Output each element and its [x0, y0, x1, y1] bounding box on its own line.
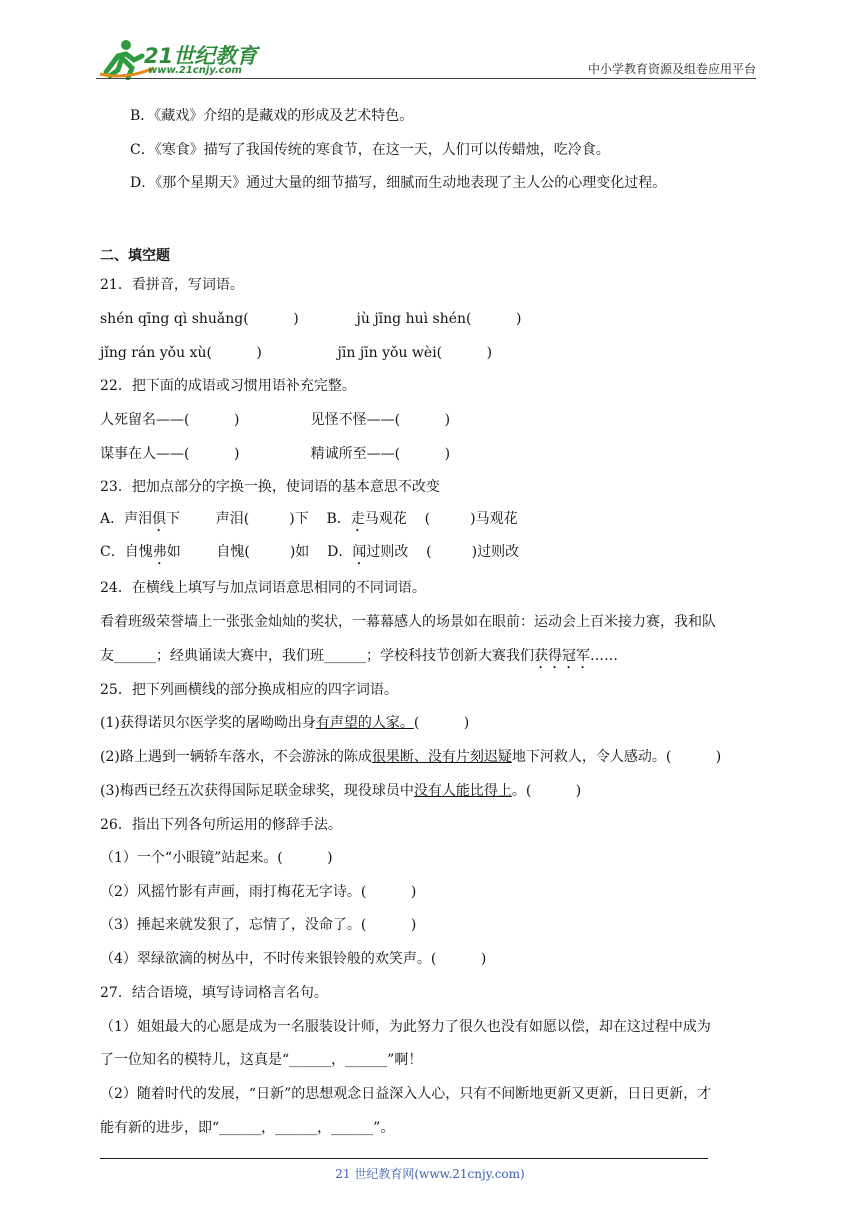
underlined-text: 有声望的人家。 — [315, 715, 414, 731]
question-26: 26．指出下列各句所运用的修辞手法。 — [100, 817, 342, 833]
dotted-word: 获得冠军 — [534, 648, 590, 664]
q23-line-1: A．声泪俱下 声泪( )下 B．走马观花 ( )马观花 — [100, 511, 518, 527]
question-23: 23．把加点部分的字换一换，使词语的基本意思不改变 — [100, 479, 440, 495]
q27-item-1a: （1）姐姐最大的心愿是成为一名服装设计师，为此努力了很久也没有如愿以偿，却在这过程中成为 — [100, 1019, 711, 1035]
question-25: 25．把下列画横线的部分换成相应的四字词语。 — [100, 682, 398, 698]
option-d: D．《那个星期天》通过大量的细节描写，细腻而生动地表现了主人公的心理变化过程。 — [130, 175, 667, 191]
question-21: 21．看拼音，写词语。 — [100, 277, 244, 293]
dotted-char: 闻 — [352, 544, 367, 560]
footer-text: 21 世纪教育网(www.21cnjy.com) — [335, 1167, 525, 1181]
q22-line-1: 人死留名——( ) 见怪不怪——( ) — [100, 412, 451, 428]
q25-item-3: (3)梅西已经五次获得国际足联金球奖，现役球员中没有人能比得上。( ) — [100, 783, 582, 799]
q26-item-4: （4）翠绿欲滴的树丛中，不时传来银铃般的欢笑声。( ) — [100, 951, 487, 967]
question-27: 27．结合语境，填写诗词格言名句。 — [100, 985, 328, 1001]
q27-item-2b: 能有新的进步，即“______，______，______”。 — [100, 1120, 395, 1136]
q24-text-2: 友______；经典诵读大赛中，我们班______；学校科技节创新大赛我们获得冠军…… — [100, 648, 618, 664]
option-b: B．《藏戏》介绍的是藏戏的形成及艺术特色。 — [130, 108, 414, 124]
q21-line-2: jǐng rán yǒu xù( ) jīn jīn yǒu wèi( ) — [100, 345, 493, 361]
dotted-char: 俱 — [152, 511, 167, 527]
q26-item-3: （3）捶起来就发狠了，忘情了，没命了。( ) — [100, 917, 417, 933]
dotted-char: 弗 — [152, 544, 167, 560]
q26-item-2: （2）风摇竹影有声画，雨打梅花无字诗。( ) — [100, 884, 417, 900]
platform-name: 中小学教育资源及组卷应用平台 — [587, 62, 756, 76]
site-logo — [96, 38, 266, 80]
q27-item-1b: 了一位知名的模特儿，这真是“______，______”啊！ — [100, 1052, 423, 1068]
question-22: 22．把下面的成语或习惯用语补充完整。 — [100, 378, 356, 394]
q21-line-1: shén qīng qì shuǎng( ) jù jīng huì shén( ) — [100, 311, 522, 327]
q25-item-1: (1)获得诺贝尔医学奖的屠呦呦出身有声望的人家。( ) — [100, 715, 470, 731]
question-24: 24．在横线上填写与加点词语意思相同的不同词语。 — [100, 580, 426, 596]
q27-item-2a: （2）随着时代的发展，“日新”的思想观念日益深入人心，只有不间断地更新又更新，日日更新，才 — [100, 1086, 712, 1102]
underlined-text: 很果断、没有片刻迟疑 — [371, 749, 512, 765]
q25-item-2: (2)路上遇到一辆轿车落水，不会游泳的陈成很果断、没有片刻迟疑地下河救人，令人感动。( ) — [100, 749, 722, 765]
section-title: 二、填空题 — [100, 248, 170, 264]
logo-text: 21世纪教育 — [144, 44, 258, 68]
q26-item-1: （1）一个“小眼镜”站起来。( ) — [100, 850, 333, 866]
logo-url: www.21cnjy.com — [148, 65, 242, 76]
header-divider — [96, 78, 756, 79]
q23-line-2: C．自愧弗如 自愧( )如 D．闻过则改 ( )过则改 — [100, 544, 520, 560]
q22-line-2: 谋事在人——( ) 精诚所至——( ) — [100, 446, 451, 462]
underlined-text: 没有人能比得上 — [413, 783, 512, 799]
option-c: C．《寒食》描写了我国传统的寒食节，在这一天，人们可以传蜡烛，吃冷食。 — [130, 142, 610, 158]
footer-divider — [100, 1158, 708, 1159]
q24-text-1: 看着班级荣誉墙上一张张金灿灿的奖状，一幕幕感人的场景如在眼前：运动会上百米接力赛，我和队 — [100, 614, 716, 630]
dotted-char: 走 — [350, 511, 365, 527]
